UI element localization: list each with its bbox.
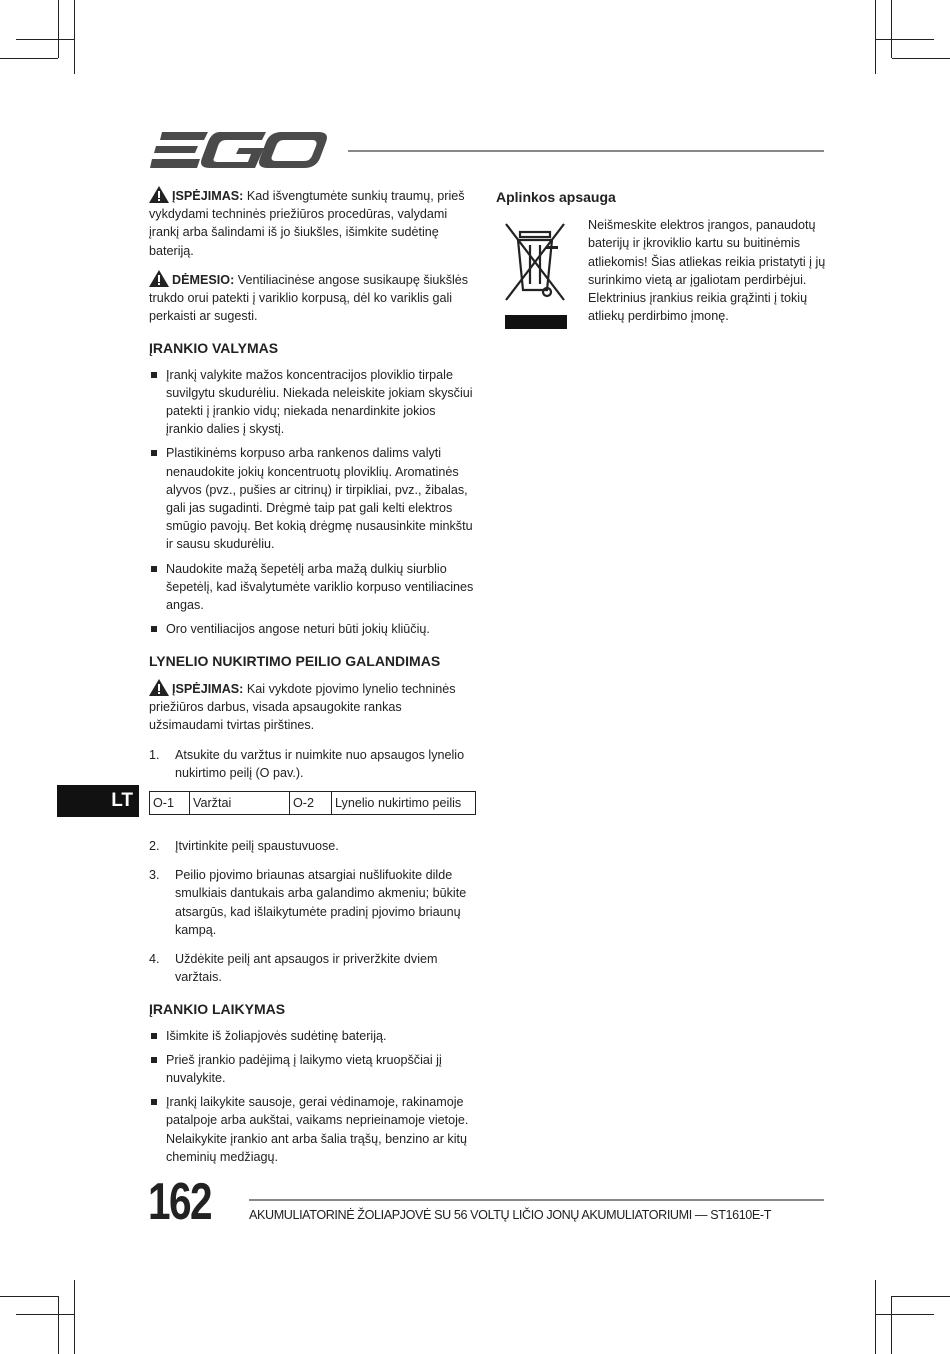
table-cell: O-2 bbox=[290, 791, 332, 814]
sharpening-warning-lead: ĮSPĖJIMAS: bbox=[172, 681, 244, 696]
crop-mark bbox=[875, 0, 876, 74]
crop-mark bbox=[16, 39, 74, 40]
crop-mark bbox=[58, 1296, 59, 1354]
crop-mark bbox=[892, 58, 950, 59]
crop-mark bbox=[891, 1296, 892, 1354]
step-text: Atsukite du varžtus ir nuimkite nuo apsaugos lynelio nukirtimo peilį (O pav.). bbox=[175, 748, 465, 781]
list-item bbox=[149, 1093, 476, 1166]
crop-mark bbox=[875, 1280, 876, 1354]
cleaning-heading: ĮRANKIO VALYMAS bbox=[149, 340, 279, 357]
list-item-text: Įrankį laikykite sausoje, gerai vėdinamoje, rakinamoje patalpoje arba aukštai, vaikams neprieinamoje vietoje. Nelaikykite įrankio ant arba šalia trąšų, benzino ar kitų cheminių medžiagų. bbox=[166, 1095, 469, 1164]
table-cell: O-1 bbox=[150, 791, 190, 814]
language-tab: LT bbox=[57, 785, 139, 817]
step-number: 4. bbox=[149, 951, 160, 966]
crop-mark bbox=[892, 1296, 950, 1297]
bullet-icon bbox=[151, 1057, 157, 1063]
crop-mark bbox=[74, 0, 75, 74]
right-column bbox=[496, 188, 826, 325]
sharpening-warning-text: Kai vykdote pjovimo lynelio techninės priežiūros darbus, visada apsaugokite rankas užsimaudami tvirtas pirštines. bbox=[149, 681, 456, 733]
step-item bbox=[149, 837, 476, 855]
warning-triangle-icon bbox=[149, 679, 169, 696]
crop-mark bbox=[74, 1280, 75, 1354]
list-item bbox=[149, 1027, 476, 1045]
attention-lead: DĖMESIO: bbox=[172, 272, 235, 287]
attention-paragraph bbox=[149, 270, 476, 326]
table-row bbox=[150, 791, 476, 814]
table-cell: Varžtai bbox=[190, 791, 290, 814]
list-item-text: Plastikinėms korpuso arba rankenos dalims valyti nenaudokite jokių koncentruotų ploviklių. Aromatinės alyvos (pvz., pušies ar citrinų) ir tirpikliai, pvz., žibalas, gali jas sugadinti. Drėgmė taip pat gali kelti elektros smūgio pavojų. Bet kokią drėgmę nusausinkite minkštu ir sausu skudurėliu. bbox=[166, 446, 473, 552]
table-cell: Lynelio nukirtimo peilis bbox=[332, 791, 476, 814]
warning-lead: ĮSPĖJIMAS: bbox=[172, 189, 244, 203]
step-number: 1. bbox=[149, 748, 160, 763]
sharpening-steps-continued bbox=[149, 837, 476, 986]
storage-list bbox=[149, 1027, 476, 1166]
footer-rule bbox=[249, 1199, 824, 1201]
ego-logo bbox=[148, 128, 330, 172]
list-item-text: Naudokite mažą šepetėlį arba mažą dulkių siurblio šepetėlį, kad išvalytumėte variklio korpuso ventiliacines angas. bbox=[166, 561, 474, 613]
crop-mark bbox=[876, 39, 934, 40]
sharpening-warning bbox=[149, 679, 476, 735]
step-text: Peilio pjovimo briaunas atsargiai nušlifuokite dilde smulkiais dantukais arba galandimo akmeniu; būkite atsargūs, kad išlaikytumėte pradinį pjovimo briaunų kampą. bbox=[175, 868, 467, 937]
crop-mark bbox=[16, 1314, 74, 1315]
parts-table bbox=[149, 791, 476, 815]
list-item-text: Oro ventiliacijos angose neturi būti jokių kliūčių. bbox=[166, 622, 430, 637]
crop-mark bbox=[58, 0, 59, 58]
environment-heading: Aplinkos apsauga bbox=[496, 189, 616, 205]
crossed-out-bin-icon bbox=[500, 218, 572, 330]
left-column bbox=[149, 186, 476, 1172]
warning-triangle-icon bbox=[149, 186, 169, 203]
step-item bbox=[149, 866, 476, 939]
bullet-icon bbox=[151, 1099, 157, 1105]
list-item bbox=[149, 560, 476, 615]
warning-triangle-icon bbox=[149, 270, 169, 287]
list-item bbox=[149, 620, 476, 638]
bullet-icon bbox=[151, 1033, 157, 1039]
attention-text: Ventiliacinėse angose susikaupę šiukšlės trukdo orui patekti į variklio korpusą, dėl ko variklis gali perkaisti ar sugesti. bbox=[149, 272, 469, 324]
list-item-text: Įrankį valykite mažos koncentracijos ploviklio tirpale suvilgytu skudurėliu. Niekada neleiskite jokiam skysčiui patekti į įrankio vidų; niekada nenardinkite jokios įrankio dalies į skystį. bbox=[166, 367, 473, 437]
list-item-text: Išimkite iš žoliapjovės sudėtinę bateriją. bbox=[166, 1028, 387, 1043]
cleaning-list bbox=[149, 366, 476, 639]
list-item bbox=[149, 444, 476, 553]
header-rule bbox=[348, 150, 824, 152]
bullet-icon bbox=[151, 372, 157, 378]
footer-title: AKUMULIATORINĖ ŽOLIAPJOVĖ SU 56 VOLTŲ LIČIO JONŲ AKUMULIATORIUMI — ST1610E-T bbox=[249, 1208, 771, 1222]
storage-heading: ĮRANKIO LAIKYMAS bbox=[149, 1001, 286, 1018]
crop-mark bbox=[891, 0, 892, 58]
list-item-text: Prieš įrankio padėjimą į laikymo vietą kruopščiai jį nuvalykite. bbox=[166, 1052, 442, 1085]
step-text: Uždėkite peilį ant apsaugos ir priveržkite dviem varžtais. bbox=[175, 951, 438, 985]
sharpening-steps bbox=[149, 746, 476, 782]
step-text: Įtvirtinkite peilį spaustuvuose. bbox=[175, 838, 339, 853]
bullet-icon bbox=[151, 566, 157, 572]
warning-text: Kad išvengtumėte sunkių traumų, prieš vykdydami techninės priežiūros procedūras, valydami įrankį arba šalindami iš jo šiukšles, išimkite sudėtinę bateriją. bbox=[149, 189, 465, 258]
bullet-icon bbox=[151, 626, 157, 632]
crop-mark bbox=[0, 58, 58, 59]
step-item bbox=[149, 746, 476, 782]
crop-mark bbox=[876, 1314, 934, 1315]
sharpening-heading: LYNELIO NUKIRTIMO PEILIO GALANDIMAS bbox=[149, 653, 441, 670]
page-number: 162 bbox=[148, 1173, 211, 1231]
bullet-icon bbox=[151, 450, 157, 456]
list-item bbox=[149, 366, 476, 439]
environment-text: Neišmeskite elektros įrangos, panaudotų baterijų ir įkroviklio kartu su buitinėmis atliekomis! Šias atliekas reikia pristatyti į jų surinkimo vietą ar įgaliotam perdirbėjui. Elektrinius įrankius reikia grąžinti į tokių atliekų perdirbimo įmonę. bbox=[588, 218, 826, 324]
step-number: 3. bbox=[149, 868, 160, 883]
step-number: 2. bbox=[149, 838, 160, 853]
list-item bbox=[149, 1051, 476, 1087]
step-item bbox=[149, 950, 476, 986]
crop-mark bbox=[0, 1296, 58, 1297]
warning-paragraph bbox=[149, 186, 476, 260]
